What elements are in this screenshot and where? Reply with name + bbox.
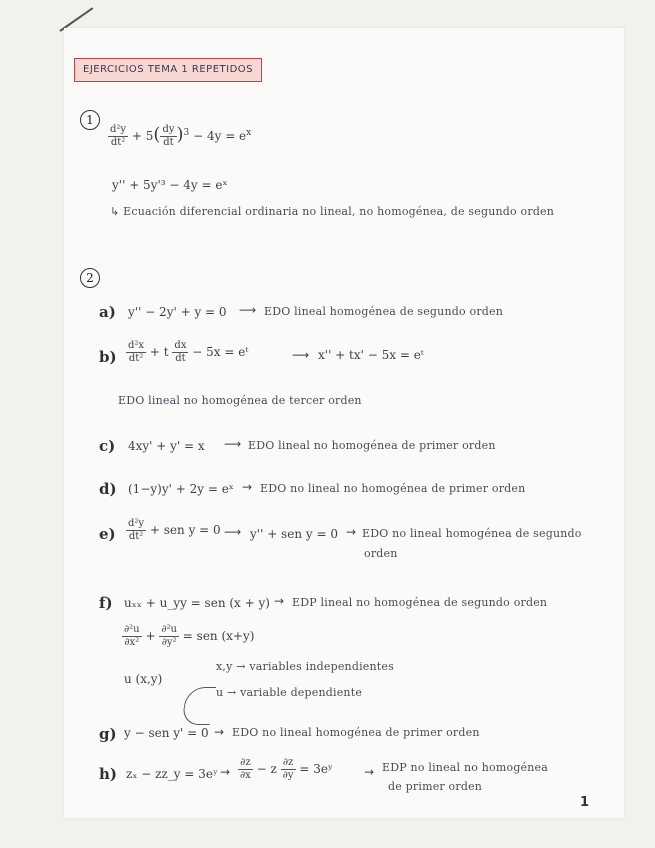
ex2-h-arrow-1: →	[220, 765, 231, 779]
ex1-rhs: − 4y = e	[193, 129, 247, 143]
ex2-g-arrow: →	[214, 725, 225, 739]
ex2-b-d2x-dt2: $\frac{\text{d²x}}{\text{dt²}}$	[128, 340, 145, 364]
ex2-h-arrow-2: →	[364, 765, 375, 779]
ex2-e-equation	[126, 518, 221, 543]
ex1-note-text: Ecuación diferencial ordinaria no lineal, no homogénea, de segundo orden	[123, 205, 555, 218]
ex2-f-independent-vars: x,y → variables independientes	[216, 660, 394, 673]
ex2-h-equation: zₓ − zz_y = 3eʸ	[126, 767, 219, 781]
ex2-h-dz-dy: $\frac{\partial z}{\partial y}$	[282, 757, 294, 781]
ex2-b-equation	[126, 340, 248, 365]
ex2-h-classification: EDP no lineal no homogénea	[382, 761, 549, 774]
ex1-d2y-dt2: $\frac{\text{d²y}}{\text{dt²}}$	[110, 124, 127, 148]
ex1-exp-x: x	[246, 128, 252, 138]
ex2-h-label: h)	[99, 765, 118, 783]
ex2-g-equation: y − sen y' = 0	[124, 726, 209, 740]
ex2-h-minus-z: − z	[256, 762, 277, 776]
ex2-g-classification: EDO no lineal homogénea de primer orden	[232, 726, 480, 739]
ex2-c-arrow: ⟶	[224, 437, 242, 451]
exercise-2-number: 2	[80, 268, 100, 288]
ex2-a-label: a)	[99, 303, 116, 321]
ex2-b-dx-dt: $\frac{dx}{dt}$	[174, 340, 187, 364]
ex1-equation-rewritten: y'' + 5y'³ − 4y = eˣ	[112, 178, 228, 192]
ex2-e-classification-2: orden	[364, 547, 398, 560]
ex2-a-classification: EDO lineal homogénea de segundo orden	[264, 305, 504, 318]
ex1-dy-dt: $\frac{dy}{dt}$	[162, 124, 175, 148]
ex2-b-mid: − 5x = eᵗ	[192, 345, 249, 359]
ex2-e-mid: + sen y = 0	[149, 523, 221, 537]
ex2-e-classification: EDO no lineal homogénea de segundo	[362, 527, 582, 540]
ex1-equation: $\frac{\text{d²y}}{\text{dt²}}$ + 5( $\frac{dy}{dt}$ )$^3 - 4y = e^x$	[110, 124, 252, 148]
ex2-f-d2u-dy2: $\frac{\text{∂²u}}{\text{∂y²}}$	[161, 624, 177, 648]
ex2-f-d2u-dx2: $\frac{\text{∂²u}}{\text{∂x²}}$	[124, 624, 140, 648]
ex2-d-label: d)	[99, 480, 117, 498]
ex2-d-equation: (1−y)y' + 2y = eˣ	[128, 482, 234, 496]
ex2-e-arrow-1: ⟶	[224, 525, 242, 539]
ex2-h-dz-dx: $\frac{\partial z}{\partial x}$	[240, 757, 251, 781]
ex2-f-function: u (x,y)	[124, 672, 163, 686]
ex2-b-label: b)	[99, 348, 117, 366]
ex2-f-classification: EDP lineal no homogénea de segundo orden	[292, 596, 548, 609]
ex1-note-arrow: ↳	[110, 205, 120, 218]
ex2-b-classification: EDO lineal no homogénea de tercer orden	[118, 394, 362, 407]
ex2-e-label: e)	[99, 525, 116, 543]
ex2-e-rewritten: y'' + sen y = 0	[250, 527, 338, 541]
page-number: 1	[580, 795, 590, 810]
ex2-f-rhs: = sen (x+y)	[182, 629, 255, 643]
ex2-e-arrow-2: →	[346, 525, 357, 539]
ex2-f-dependent-var: u → variable dependiente	[216, 686, 363, 699]
ex1-cube: 3	[183, 128, 190, 138]
ex2-b-arrow: ⟶	[292, 348, 310, 362]
ex2-h-rhs: = 3eʸ	[299, 762, 334, 776]
ex2-e-d2y-dt2: $\frac{\text{d²y}}{\text{dt²}}$	[128, 518, 145, 542]
ex2-f-partial-equation	[122, 624, 254, 649]
ex2-g-label: g)	[99, 725, 117, 743]
ex2-c-label: c)	[99, 437, 116, 455]
ex2-f-plus: +	[145, 629, 156, 643]
ex2-f-equation: uₓₓ + u_yy = sen (x + y)	[124, 596, 270, 610]
page-title: EJERCICIOS TEMA 1 REPETIDOS	[74, 58, 262, 82]
ex1-classification	[110, 205, 554, 218]
exercise-1-number: 1	[80, 110, 100, 130]
ex2-f-brace	[181, 687, 217, 725]
ex2-h-classification-2: de primer orden	[388, 780, 483, 793]
ex2-f-label: f)	[99, 594, 113, 612]
ex2-c-classification: EDO lineal no homogénea de primer orden	[248, 439, 496, 452]
notebook-page	[64, 28, 624, 818]
ex2-c-equation: 4xy' + y' = x	[128, 439, 205, 453]
ex2-d-arrow: →	[242, 480, 253, 494]
ex2-f-arrow: →	[274, 594, 285, 608]
ex2-b-rewritten: x'' + tx' − 5x = eᵗ	[318, 348, 424, 362]
ex2-d-classification: EDO no lineal no homogénea de primer orden	[260, 482, 526, 495]
ex2-b-plus-t: + t	[149, 345, 169, 359]
ex2-h-partial-equation	[238, 757, 333, 782]
ex2-a-equation: y'' − 2y' + y = 0	[128, 305, 227, 319]
ex2-a-arrow: ⟶	[239, 303, 257, 317]
ex1-plus5: + 5	[131, 129, 154, 143]
